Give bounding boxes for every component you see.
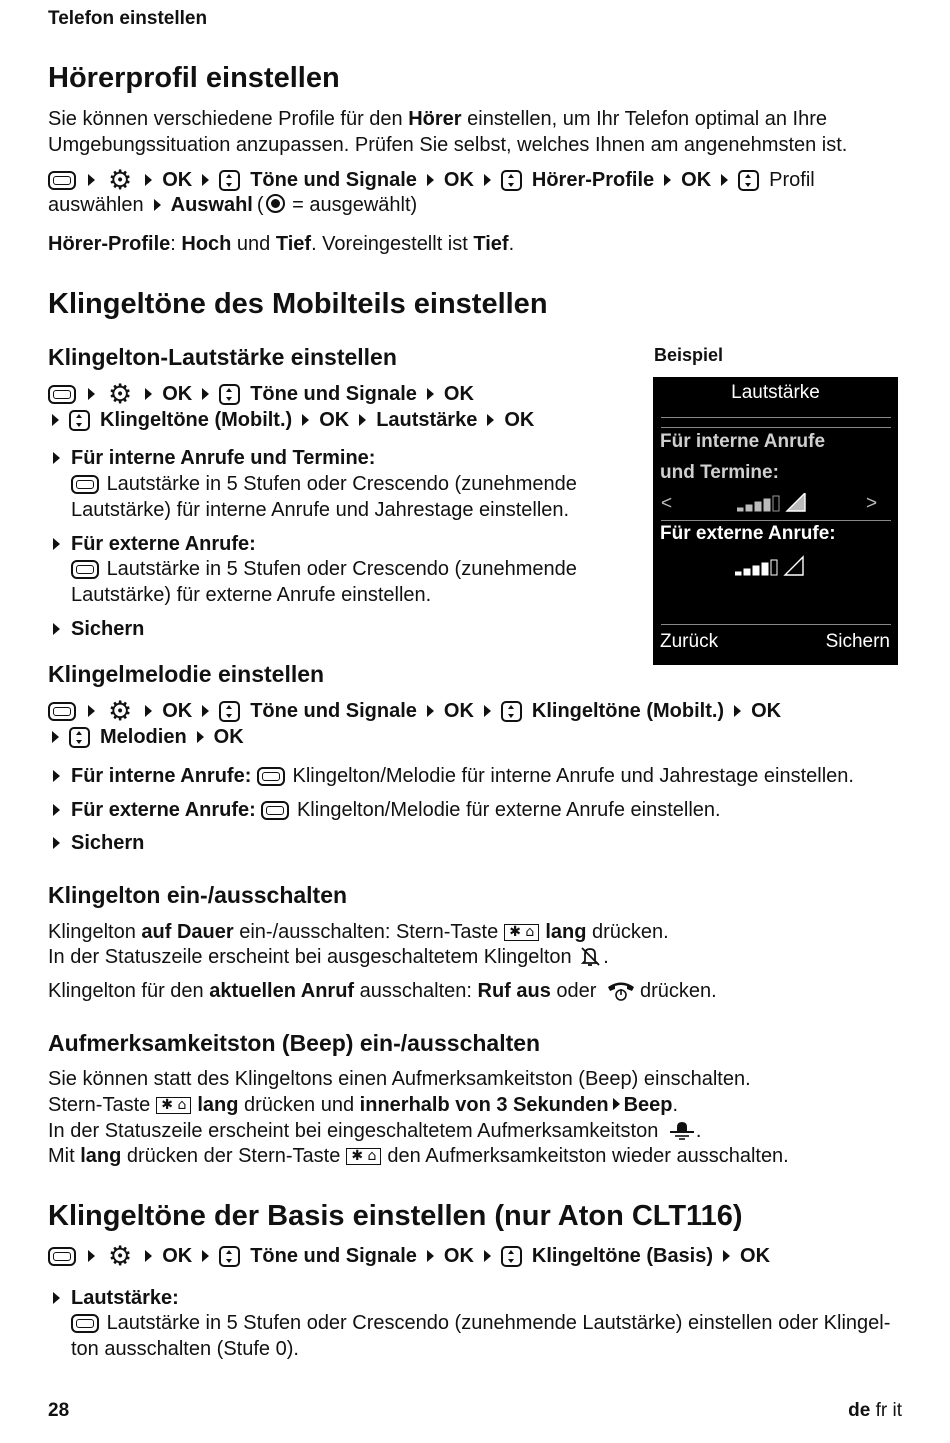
arrow-icon <box>613 1098 620 1110</box>
arrow-icon <box>664 174 671 186</box>
volume-step-bar <box>755 502 761 511</box>
volume-bars-external <box>735 555 807 579</box>
arrow-icon <box>88 1250 95 1262</box>
screen-divider <box>661 427 891 428</box>
crescendo-triangle <box>785 557 803 575</box>
item-externe-anrufe-line1: Lautstärke in 5 Stufen oder Crescendo (zunehmende <box>71 556 577 582</box>
menu-key-icon <box>48 171 76 190</box>
arrow-icon <box>427 705 434 717</box>
ein-aus-line3: Klingelton für den aktuellen Anruf ausschalten: Ruf aus oder drücken. <box>48 980 717 1002</box>
ok-label: OK <box>162 700 193 722</box>
arrow-icon <box>734 705 741 717</box>
item-interne-anrufe-line2: Lautstärke) für interne Anrufe und Jahrestage einstellen. <box>71 499 570 521</box>
star-key-icon: ✱ ⌂ <box>156 1097 191 1114</box>
bullet-arrow-icon <box>53 623 60 635</box>
menu-key-icon <box>48 1247 76 1266</box>
gear-icon: ⚙ <box>108 165 133 195</box>
profil-label: Profil <box>769 169 815 191</box>
navigation-key-icon <box>501 170 522 191</box>
melodie-intern: Für interne Anrufe: Klingelton/Melodie für interne Anrufe und Jahrestage einstellen. <box>71 765 854 787</box>
volume-step-bar <box>773 496 779 511</box>
ok-label: OK <box>319 409 350 431</box>
heading-basis: Klingeltöne der Basis einstellen (nur Aton CLT116) <box>48 1200 743 1232</box>
bullet-arrow-icon <box>53 1292 60 1304</box>
screen-caption: Beispiel <box>654 345 724 365</box>
screen-back-softkey[interactable]: Zurück <box>660 631 719 652</box>
basis-lautstaerke-line1: Lautstärke in 5 Stufen oder Crescendo (zunehmende Lautstärke) einstellen oder Klingel- <box>71 1310 890 1336</box>
horer-menu-path-cont <box>48 192 417 218</box>
arrow-icon <box>202 705 209 717</box>
auswahl-label: Auswahl <box>170 194 253 216</box>
page-number: 28 <box>48 1400 70 1421</box>
heading-klingelmelodie: Klingelmelodie einstellen <box>48 661 325 687</box>
item-interne-anrufe-line1: Lautstärke in 5 Stufen oder Crescendo (zunehmende <box>71 471 577 497</box>
screen-save-softkey[interactable]: Sichern <box>825 631 890 652</box>
menu-toene-und-signale: Töne und Signale <box>250 383 417 405</box>
arrow-icon <box>359 414 366 426</box>
item-sichern: Sichern <box>71 618 145 640</box>
arrow-icon <box>484 705 491 717</box>
menu-toene-und-signale: Töne und Signale <box>250 1245 417 1267</box>
running-header: Telefon einstellen <box>48 8 208 29</box>
navigation-key-icon <box>219 170 240 191</box>
screen-internal-line1: Für interne Anrufe <box>660 431 826 452</box>
gear-icon: ⚙ <box>108 1241 133 1271</box>
melodie-menu-path-cont <box>48 724 244 750</box>
arrow-icon <box>88 388 95 400</box>
menu-melodien: Melodien <box>100 726 187 748</box>
ok-label: OK <box>213 726 244 748</box>
menu-key-icon <box>261 801 289 820</box>
ok-label: OK <box>443 1245 474 1267</box>
arrow-icon <box>145 1250 152 1262</box>
navigation-key-icon <box>738 170 759 191</box>
horer-profile-note: Hörer-Profile: Hoch und Tief. Voreingestellt ist Tief. <box>48 233 515 255</box>
heading-hoererprofil: Hörerprofil einstellen <box>48 62 340 94</box>
ok-label: OK <box>504 409 535 431</box>
screen-external-label: Für externe Anrufe: <box>660 523 836 544</box>
ok-label: OK <box>443 169 474 191</box>
navigation-key-icon <box>219 1246 240 1267</box>
basis-lautstaerke-title: Lautstärke: <box>71 1287 179 1309</box>
arrow-icon <box>202 388 209 400</box>
gear-icon: ⚙ <box>108 696 133 726</box>
volume-step-bar <box>735 572 741 575</box>
navigation-key-icon <box>219 384 240 405</box>
ok-label: OK <box>443 700 474 722</box>
item-interne-anrufe-title: Für interne Anrufe und Termine: <box>71 447 376 469</box>
ok-label: OK <box>162 383 193 405</box>
bullet-arrow-icon <box>53 538 60 550</box>
arrow-icon <box>154 199 161 211</box>
bullet-arrow-icon <box>53 804 60 816</box>
beep-line3: In der Statuszeile erscheint bei eingeschaltetem Aufmerksamkeitston . <box>48 1120 702 1142</box>
ok-label: OK <box>162 169 193 191</box>
navigation-key-icon <box>501 1246 522 1267</box>
heading-beep: Aufmerksamkeitston (Beep) ein-/ausschalten <box>48 1030 541 1056</box>
screen-divider <box>661 417 891 418</box>
arrow-icon <box>52 731 59 743</box>
arrow-icon <box>427 174 434 186</box>
screen-right-arrow: > <box>866 493 878 514</box>
ringer-off-icon <box>579 945 603 967</box>
arrow-icon <box>484 174 491 186</box>
arrow-icon <box>723 1250 730 1262</box>
ein-aus-line2: In der Statuszeile erscheint bei ausgeschaltetem Klingelton . <box>48 946 609 968</box>
crescendo-triangle <box>787 493 805 511</box>
star-key-icon: ✱ ⌂ <box>504 924 539 941</box>
navigation-key-icon <box>69 727 90 748</box>
lautstaerke-menu-path <box>48 381 474 407</box>
menu-key-icon <box>257 767 285 786</box>
menu-hoerer-profile: Hörer-Profile <box>531 169 655 191</box>
horer-intro-line2: Umgebungssituation anzupassen. Prüfen Sie selbst, welches Ihnen am angenehmsten ist. <box>48 134 848 156</box>
arrow-icon <box>202 174 209 186</box>
volume-bars-internal <box>737 493 807 515</box>
horer-intro-line1: Sie können verschiedene Profile für den Hörer einstellen, um Ihr Telefon optimal an Ihre <box>48 108 827 130</box>
arrow-icon <box>202 1250 209 1262</box>
melodie-menu-path <box>48 698 781 724</box>
arrow-icon <box>484 1250 491 1262</box>
arrow-icon <box>427 388 434 400</box>
arrow-icon <box>427 1250 434 1262</box>
basis-menu-path <box>48 1243 770 1269</box>
heading-klingelton-ein-aus: Klingelton ein-/ausschalten <box>48 882 348 908</box>
arrow-icon <box>197 731 204 743</box>
menu-toene-und-signale: Töne und Signale <box>250 700 417 722</box>
menu-key-icon <box>71 560 99 579</box>
phone-screen-example <box>653 377 898 665</box>
ok-label: OK <box>162 1245 193 1267</box>
bullet-arrow-icon <box>53 452 60 464</box>
screen-divider <box>661 520 891 521</box>
beep-line4: Mit lang drücken der Stern-Taste ✱ ⌂ den Aufmerksamkeitston wieder ausschalten. <box>48 1145 789 1167</box>
volume-step-bar <box>764 499 770 511</box>
item-externe-anrufe-line2: Lautstärke) für externe Anrufe einstellen. <box>71 584 432 606</box>
volume-step-bar <box>762 563 768 575</box>
end-call-icon <box>606 978 636 1002</box>
arrow-icon <box>145 388 152 400</box>
menu-toene-und-signale: Töne und Signale <box>250 169 417 191</box>
star-key-icon: ✱ ⌂ <box>346 1148 381 1165</box>
arrow-icon <box>721 174 728 186</box>
horer-menu-path <box>48 167 815 193</box>
gear-icon: ⚙ <box>108 379 133 409</box>
beep-line2: Stern-Taste ✱ ⌂ lang drücken und innerhalb von 3 Sekunden Beep. <box>48 1094 679 1116</box>
arrow-icon <box>302 414 309 426</box>
beep-icon <box>668 1119 696 1141</box>
lautstaerke-menu-path-cont <box>48 407 534 433</box>
navigation-key-icon <box>219 701 240 722</box>
bullet-arrow-icon <box>53 770 60 782</box>
arrow-icon <box>88 174 95 186</box>
auswaehlen-text: auswählen <box>48 194 144 216</box>
ein-aus-line1: Klingelton auf Dauer ein-/ausschalten: Stern-Taste ✱ ⌂ lang drücken. <box>48 921 669 943</box>
arrow-icon <box>487 414 494 426</box>
menu-key-icon <box>48 385 76 404</box>
paren: ( <box>256 194 264 216</box>
menu-key-icon <box>71 1314 99 1333</box>
navigation-key-icon <box>69 410 90 431</box>
item-externe-anrufe-title: Für externe Anrufe: <box>71 533 256 555</box>
menu-klingeltoene-basis: Klingeltöne (Basis) <box>531 1245 714 1267</box>
volume-step-bar <box>737 508 743 511</box>
ok-label: OK <box>681 169 712 191</box>
ausgewaehlt-text: = ausgewählt) <box>292 194 418 216</box>
volume-step-bar <box>744 569 750 575</box>
radio-selected-icon <box>266 194 285 213</box>
screen-title: Lautstärke <box>731 382 820 403</box>
basis-lautstaerke-line2: ton ausschalten (Stufe 0). <box>71 1338 299 1360</box>
heading-klingeltoene-mobilteil: Klingeltöne des Mobilteils einstellen <box>48 288 548 320</box>
menu-klingeltoene-mobilt: Klingeltöne (Mobilt.) <box>531 700 725 722</box>
melodie-extern: Für externe Anrufe: Klingelton/Melodie für externe Anrufe einstellen. <box>71 799 721 821</box>
arrow-icon <box>145 705 152 717</box>
navigation-key-icon <box>501 701 522 722</box>
volume-step-bar <box>746 505 752 511</box>
menu-klingeltoene-mobilt: Klingeltöne (Mobilt.) <box>100 409 293 431</box>
arrow-icon <box>145 174 152 186</box>
language-indicator: de fr it <box>848 1400 902 1421</box>
screen-internal-line2: und Termine: <box>660 462 779 483</box>
arrow-icon <box>52 414 59 426</box>
screen-divider <box>661 624 891 625</box>
volume-step-bar <box>771 560 777 575</box>
screen-left-arrow: < <box>661 493 673 514</box>
bullet-arrow-icon <box>53 837 60 849</box>
arrow-icon <box>88 705 95 717</box>
ok-label: OK <box>443 383 474 405</box>
menu-lautstaerke: Lautstärke <box>376 409 478 431</box>
ok-label: OK <box>751 700 782 722</box>
heading-klingelton-lautstaerke: Klingelton-Lautstärke einstellen <box>48 344 397 370</box>
volume-step-bar <box>753 566 759 575</box>
menu-key-icon <box>48 702 76 721</box>
beep-line1: Sie können statt des Klingeltons einen Aufmerksamkeitston (Beep) einschalten. <box>48 1068 751 1090</box>
melodie-sichern: Sichern <box>71 832 145 854</box>
menu-key-icon <box>71 475 99 494</box>
ok-label: OK <box>740 1245 771 1267</box>
